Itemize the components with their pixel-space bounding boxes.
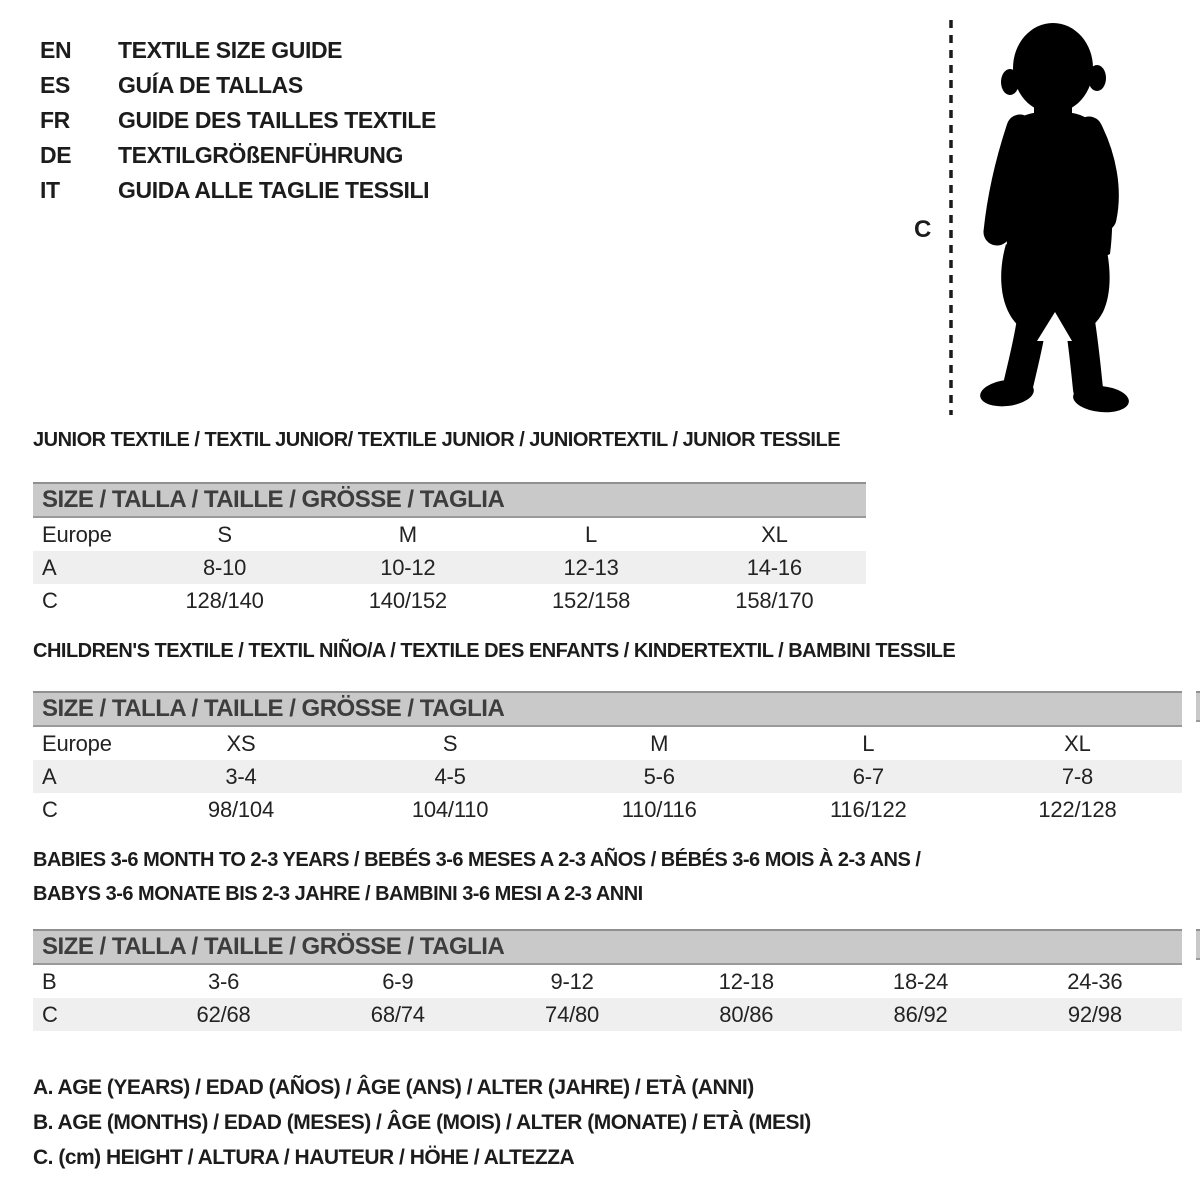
value-cell: 116/122 (830, 796, 907, 822)
value-cell: 98/104 (207, 796, 274, 822)
value-cell: 24-36 (1067, 968, 1123, 994)
babies-size-table (33, 929, 1182, 1031)
measurement-figure (900, 14, 1150, 424)
value-cell: 18-24 (892, 968, 949, 994)
row-label-cell: B (42, 968, 57, 994)
value-cell: 110/116 (621, 796, 697, 822)
junior-size-table (33, 482, 866, 617)
section-title-line2: BABYS 3-6 MONATE BIS 2-3 JAHRE / BAMBINI 3-6 MESI A 2-3 ANNI (33, 883, 643, 905)
value-cell: 128/140 (185, 587, 264, 613)
value-cell: 62/68 (136, 998, 310, 1031)
table-row (33, 584, 866, 617)
language-row (40, 138, 436, 173)
guide-title: GUIDE DES TAILLES TEXTILE (118, 107, 436, 133)
language-row (40, 68, 436, 103)
row-label-cell: Europe (42, 730, 112, 756)
value-cell: 92/98 (1008, 998, 1182, 1031)
table-row (33, 760, 1182, 793)
size-cell: XL (761, 521, 788, 547)
section-babies-textile (33, 843, 1182, 1031)
value-cell: 3-4 (136, 760, 345, 793)
row-label-cell: C (42, 587, 58, 613)
row-label-cell: C (42, 796, 58, 822)
value-cell: 6-9 (382, 968, 414, 994)
size-header: SIZE / TALLA / TAILLE / GRÖSSE / TAGLIA (33, 930, 1182, 964)
section-junior-textile (33, 428, 866, 617)
value-cell: 5-6 (555, 760, 764, 793)
size-cell: S (442, 730, 458, 756)
size-cell: L (862, 730, 875, 756)
legend-line-c: C. (cm) HEIGHT / ALTURA / HAUTEUR / HÖHE / ALTEZZA (33, 1146, 575, 1169)
table-row (33, 793, 1182, 826)
language-code: DE (40, 142, 72, 168)
size-header-row (33, 483, 866, 517)
toddler-silhouette-graphic (900, 14, 1150, 424)
value-cell: 8-10 (133, 551, 316, 584)
value-cell: 86/92 (833, 998, 1007, 1031)
legend (33, 1070, 811, 1175)
cropped-band-sliver (1196, 929, 1200, 960)
section-title: JUNIOR TEXTILE / TEXTIL JUNIOR/ TEXTILE JUNIOR / JUNIORTEXTIL / JUNIOR TESSILE (33, 429, 841, 451)
language-code: IT (40, 177, 60, 203)
value-cell: 122/128 (1038, 796, 1117, 822)
language-header (40, 33, 436, 208)
guide-title: GUÍA DE TALLAS (118, 72, 303, 98)
section-title: CHILDREN'S TEXTILE / TEXTIL NIÑO/A / TEXTILE DES ENFANTS / KINDERTEXTIL / BAMBINI TESSILE (33, 640, 956, 662)
value-cell: 4-5 (346, 760, 555, 793)
height-measure-label: C (914, 216, 932, 243)
cropped-band-sliver (1196, 691, 1200, 722)
size-cell: M (650, 730, 669, 756)
value-cell: 68/74 (311, 998, 485, 1031)
value-cell: 158/170 (735, 587, 814, 613)
table-row (33, 551, 866, 584)
value-cell: 80/86 (659, 998, 833, 1031)
size-header-row (33, 930, 1182, 964)
row-label-cell: Europe (42, 521, 112, 547)
language-code: FR (40, 107, 70, 133)
legend-line-a: A. AGE (YEARS) / EDAD (AÑOS) / ÂGE (ANS) / ALTER (JAHRE) / ETÀ (ANNI) (33, 1076, 754, 1099)
value-cell: 3-6 (207, 968, 240, 994)
language-row (40, 103, 436, 138)
toddler-silhouette (979, 23, 1131, 415)
language-row (40, 173, 436, 208)
guide-title: TEXTILGRÖßENFÜHRUNG (118, 142, 403, 168)
value-cell: 6-7 (764, 760, 973, 793)
language-code: ES (40, 72, 70, 98)
value-cell: 14-16 (683, 551, 866, 584)
table-row (33, 726, 1182, 760)
size-header: SIZE / TALLA / TAILLE / GRÖSSE / TAGLIA (33, 692, 1182, 726)
children-size-table (33, 691, 1182, 826)
row-label-cell: A (33, 551, 133, 584)
section-title-line1: BABIES 3-6 MONTH TO 2-3 YEARS / BEBÉS 3-6 MESES A 2-3 AÑOS / BÉBÉS 3-6 MOIS À 2-3 ANS / (33, 849, 921, 871)
table-row (33, 517, 866, 551)
value-cell: 74/80 (485, 998, 659, 1031)
size-cell: S (217, 521, 232, 547)
row-label-cell: C (33, 998, 136, 1031)
size-cell: XS (226, 730, 256, 756)
guide-title: TEXTILE SIZE GUIDE (118, 37, 343, 63)
value-cell: 9-12 (550, 968, 594, 994)
section-childrens-textile (33, 639, 1182, 826)
size-cell: L (585, 521, 598, 547)
size-header-row (33, 692, 1182, 726)
table-row (33, 998, 1182, 1031)
value-cell: 152/158 (552, 587, 631, 613)
value-cell: 104/110 (411, 796, 489, 822)
value-cell: 12-13 (499, 551, 682, 584)
language-code: EN (40, 37, 72, 63)
value-cell: 140/152 (368, 587, 447, 613)
table-row (33, 964, 1182, 998)
section-title-block (33, 843, 1182, 911)
legend-line-b: B. AGE (MONTHS) / EDAD (MESES) / ÂGE (MOIS) / ALTER (MONATE) / ETÀ (MESI) (33, 1111, 811, 1134)
size-cell: M (398, 521, 417, 547)
guide-title: GUIDA ALLE TAGLIE TESSILI (118, 177, 430, 203)
size-cell: XL (1064, 730, 1091, 756)
value-cell: 10-12 (316, 551, 499, 584)
row-label-cell: A (33, 760, 136, 793)
size-header: SIZE / TALLA / TAILLE / GRÖSSE / TAGLIA (33, 483, 866, 517)
value-cell: 12-18 (718, 968, 774, 994)
language-row (40, 33, 436, 68)
value-cell: 7-8 (973, 760, 1182, 793)
